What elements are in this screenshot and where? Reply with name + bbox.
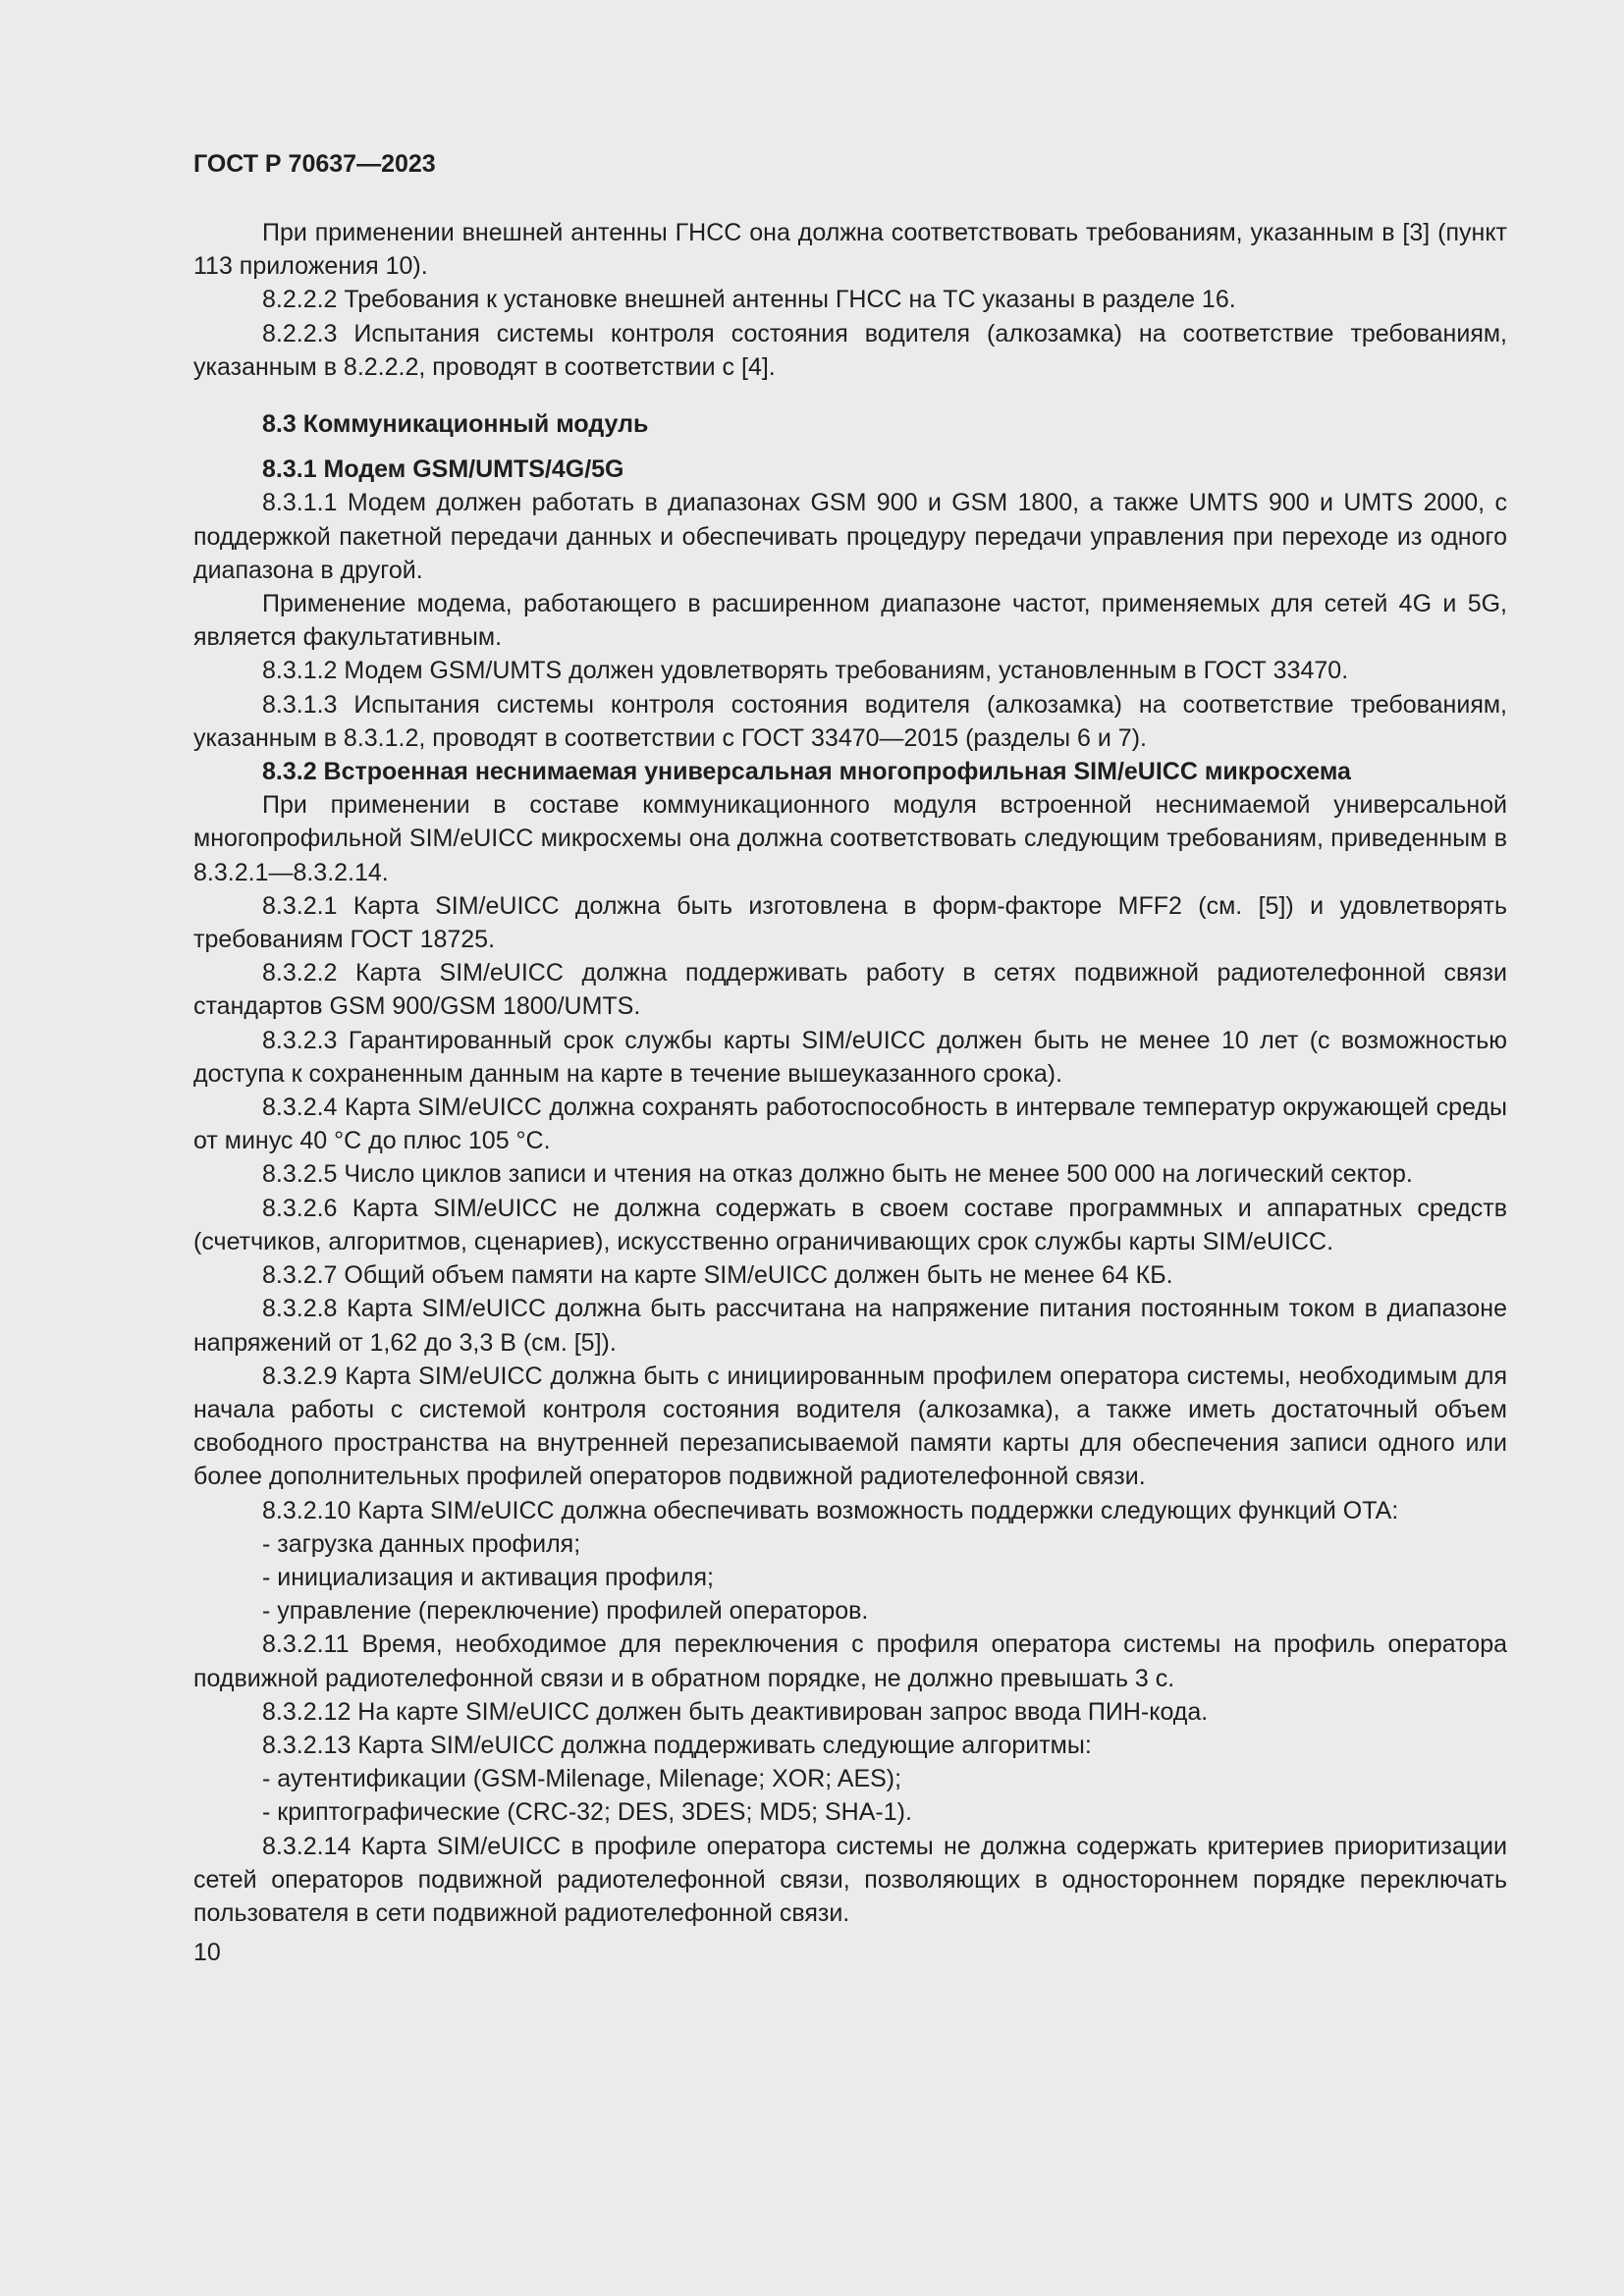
paragraph: 8.3.2.4 Карта SIM/eUICC должна сохранять работоспособность в интервале температур окружающей среды от минус 40 °С до плюс 105 °С. [193, 1094, 1507, 1155]
paragraph: 8.3.2.1 Карта SIM/eUICC должна быть изготовлена в форм-факторе MFF2 (см. [5]) и удовлетворять требованиям ГОСТ 18725. [193, 891, 1507, 954]
paragraph: 8.3.2.10 Карта SIM/eUICC должна обеспечивать возможность поддержки следующих функций OTA: [262, 1496, 1399, 1524]
paragraph: 8.2.2.2 Требования к установке внешней антенны ГНСС на ТС указаны в разделе 16. [262, 286, 1236, 314]
paragraph: 8.3.2.14 Карта SIM/eUICC в профиле оператора системы не должна содержать критериев приоритизации сетей операторов подвижной радиотелефонной связи, позволяющих в одностороннем порядке переключать пользователя в сети подвижной радиотелефонной связи. [193, 1832, 1507, 1927]
paragraph: При применении в составе коммуникационного модуля встроенной неснимаемой универсальной многопрофильной SIM/eUICC микросхемы она должна соответствовать следующим требованиям, приведенным в 8.3.2.1—8.3.2.14. [193, 791, 1507, 886]
paragraph: 8.3.1.1 Модем должен работать в диапазонах GSM 900 и GSM 1800, а также UMTS 900 и UMTS 2000, с поддержкой пакетной передачи данных и обеспечивать процедуру передачи управления при переходе из одного диапазона в другой. [193, 489, 1507, 584]
paragraph: При применении внешней антенны ГНСС она должна соответствовать требованиям, указанным в [3] (пункт 113 приложения 10). [193, 219, 1507, 281]
list-item: - криптографические (CRC-32; DES, 3DES; MD5; SHA-1). [262, 1798, 912, 1827]
paragraph: 8.3.2.12 На карте SIM/eUICC должен быть деактивирован запрос ввода ПИН-кода. [262, 1697, 1209, 1726]
section-heading: 8.3 Коммуникационный модуль [262, 410, 649, 439]
page-number: 10 [193, 1939, 221, 1967]
paragraph: 8.2.2.3 Испытания системы контроля состояния водителя (алкозамка) на соответствие требованиям, указанным в 8.2.2.2, проводят в соответствии с [4]. [193, 319, 1507, 381]
paragraph: 8.3.2.8 Карта SIM/eUICC должна быть рассчитана на напряжение питания постоянным током в диапазоне напряжений от 1,62 до 3,3 В (см. [5]). [193, 1295, 1507, 1357]
paragraph: 8.3.2.9 Карта SIM/eUICC должна быть с инициированным профилем оператора системы, необходимым для начала работы с системой контроля состояния водителя (алкозамка), а также иметь достаточный объем свободного пространства на внутренней перезаписываемой памяти карты для обеспечения записи одного или более дополнительных профилей операторов подвижной радиотелефонной связи. [193, 1362, 1507, 1491]
subsection-heading: 8.3.1 Модем GSM/UMTS/4G/5G [262, 455, 624, 484]
paragraph: 8.3.2.11 Время, необходимое для переключения с профиля оператора системы на профиль оператора подвижной радиотелефонной связи и в обратном порядке, не должно превышать 3 с. [193, 1630, 1507, 1692]
subsection-heading: 8.3.2 Встроенная неснимаемая универсальная многопрофильная SIM/eUICC микросхема [262, 758, 1351, 786]
paragraph: 8.3.2.6 Карта SIM/eUICC не должна содержать в своем составе программных и аппаратных средств (счетчиков, алгоритмов, сценариев), искусственно ограничивающих срок службы карты SIM/eUICC. [193, 1194, 1507, 1255]
document-header: ГОСТ Р 70637—2023 [193, 150, 436, 178]
paragraph: 8.3.2.2 Карта SIM/eUICC должна поддерживать работу в сетях подвижной радиотелефонной связи стандартов GSM 900/GSM 1800/UMTS. [193, 959, 1507, 1021]
paragraph: Применение модема, работающего в расширенном диапазоне частот, применяемых для сетей 4G и 5G, является факультативным. [193, 590, 1507, 652]
paragraph: 8.3.1.2 Модем GSM/UMTS должен удовлетворять требованиям, установленным в ГОСТ 33470. [262, 657, 1349, 685]
paragraph: 8.3.2.7 Общий объем памяти на карте SIM/eUICC должен быть не менее 64 КБ. [262, 1261, 1173, 1290]
list-item: - аутентификации (GSM-Milenage, Milenage; XOR; AES); [262, 1765, 902, 1793]
paragraph: 8.3.2.13 Карта SIM/eUICC должна поддерживать следующие алгоритмы: [262, 1731, 1092, 1759]
list-item: - загрузка данных профиля; [262, 1529, 581, 1558]
paragraph: 8.3.1.3 Испытания системы контроля состояния водителя (алкозамка) на соответствие требованиям, указанным в 8.3.1.2, проводят в соответствии с ГОСТ 33470—2015 (разделы 6 и 7). [193, 690, 1507, 752]
list-item: - инициализация и активация профиля; [262, 1563, 714, 1591]
paragraph: 8.3.2.3 Гарантированный срок службы карты SIM/eUICC должен быть не менее 10 лет (с возможностью доступа к сохраненным данным на карте в течение вышеуказанного срока). [193, 1026, 1507, 1088]
document-body [193, 216, 1507, 1930]
list-item: - управление (переключение) профилей операторов. [262, 1597, 869, 1626]
document-page [193, 147, 1507, 1969]
paragraph: 8.3.2.5 Число циклов записи и чтения на отказ должно быть не менее 500 000 на логический сектор. [262, 1160, 1413, 1189]
